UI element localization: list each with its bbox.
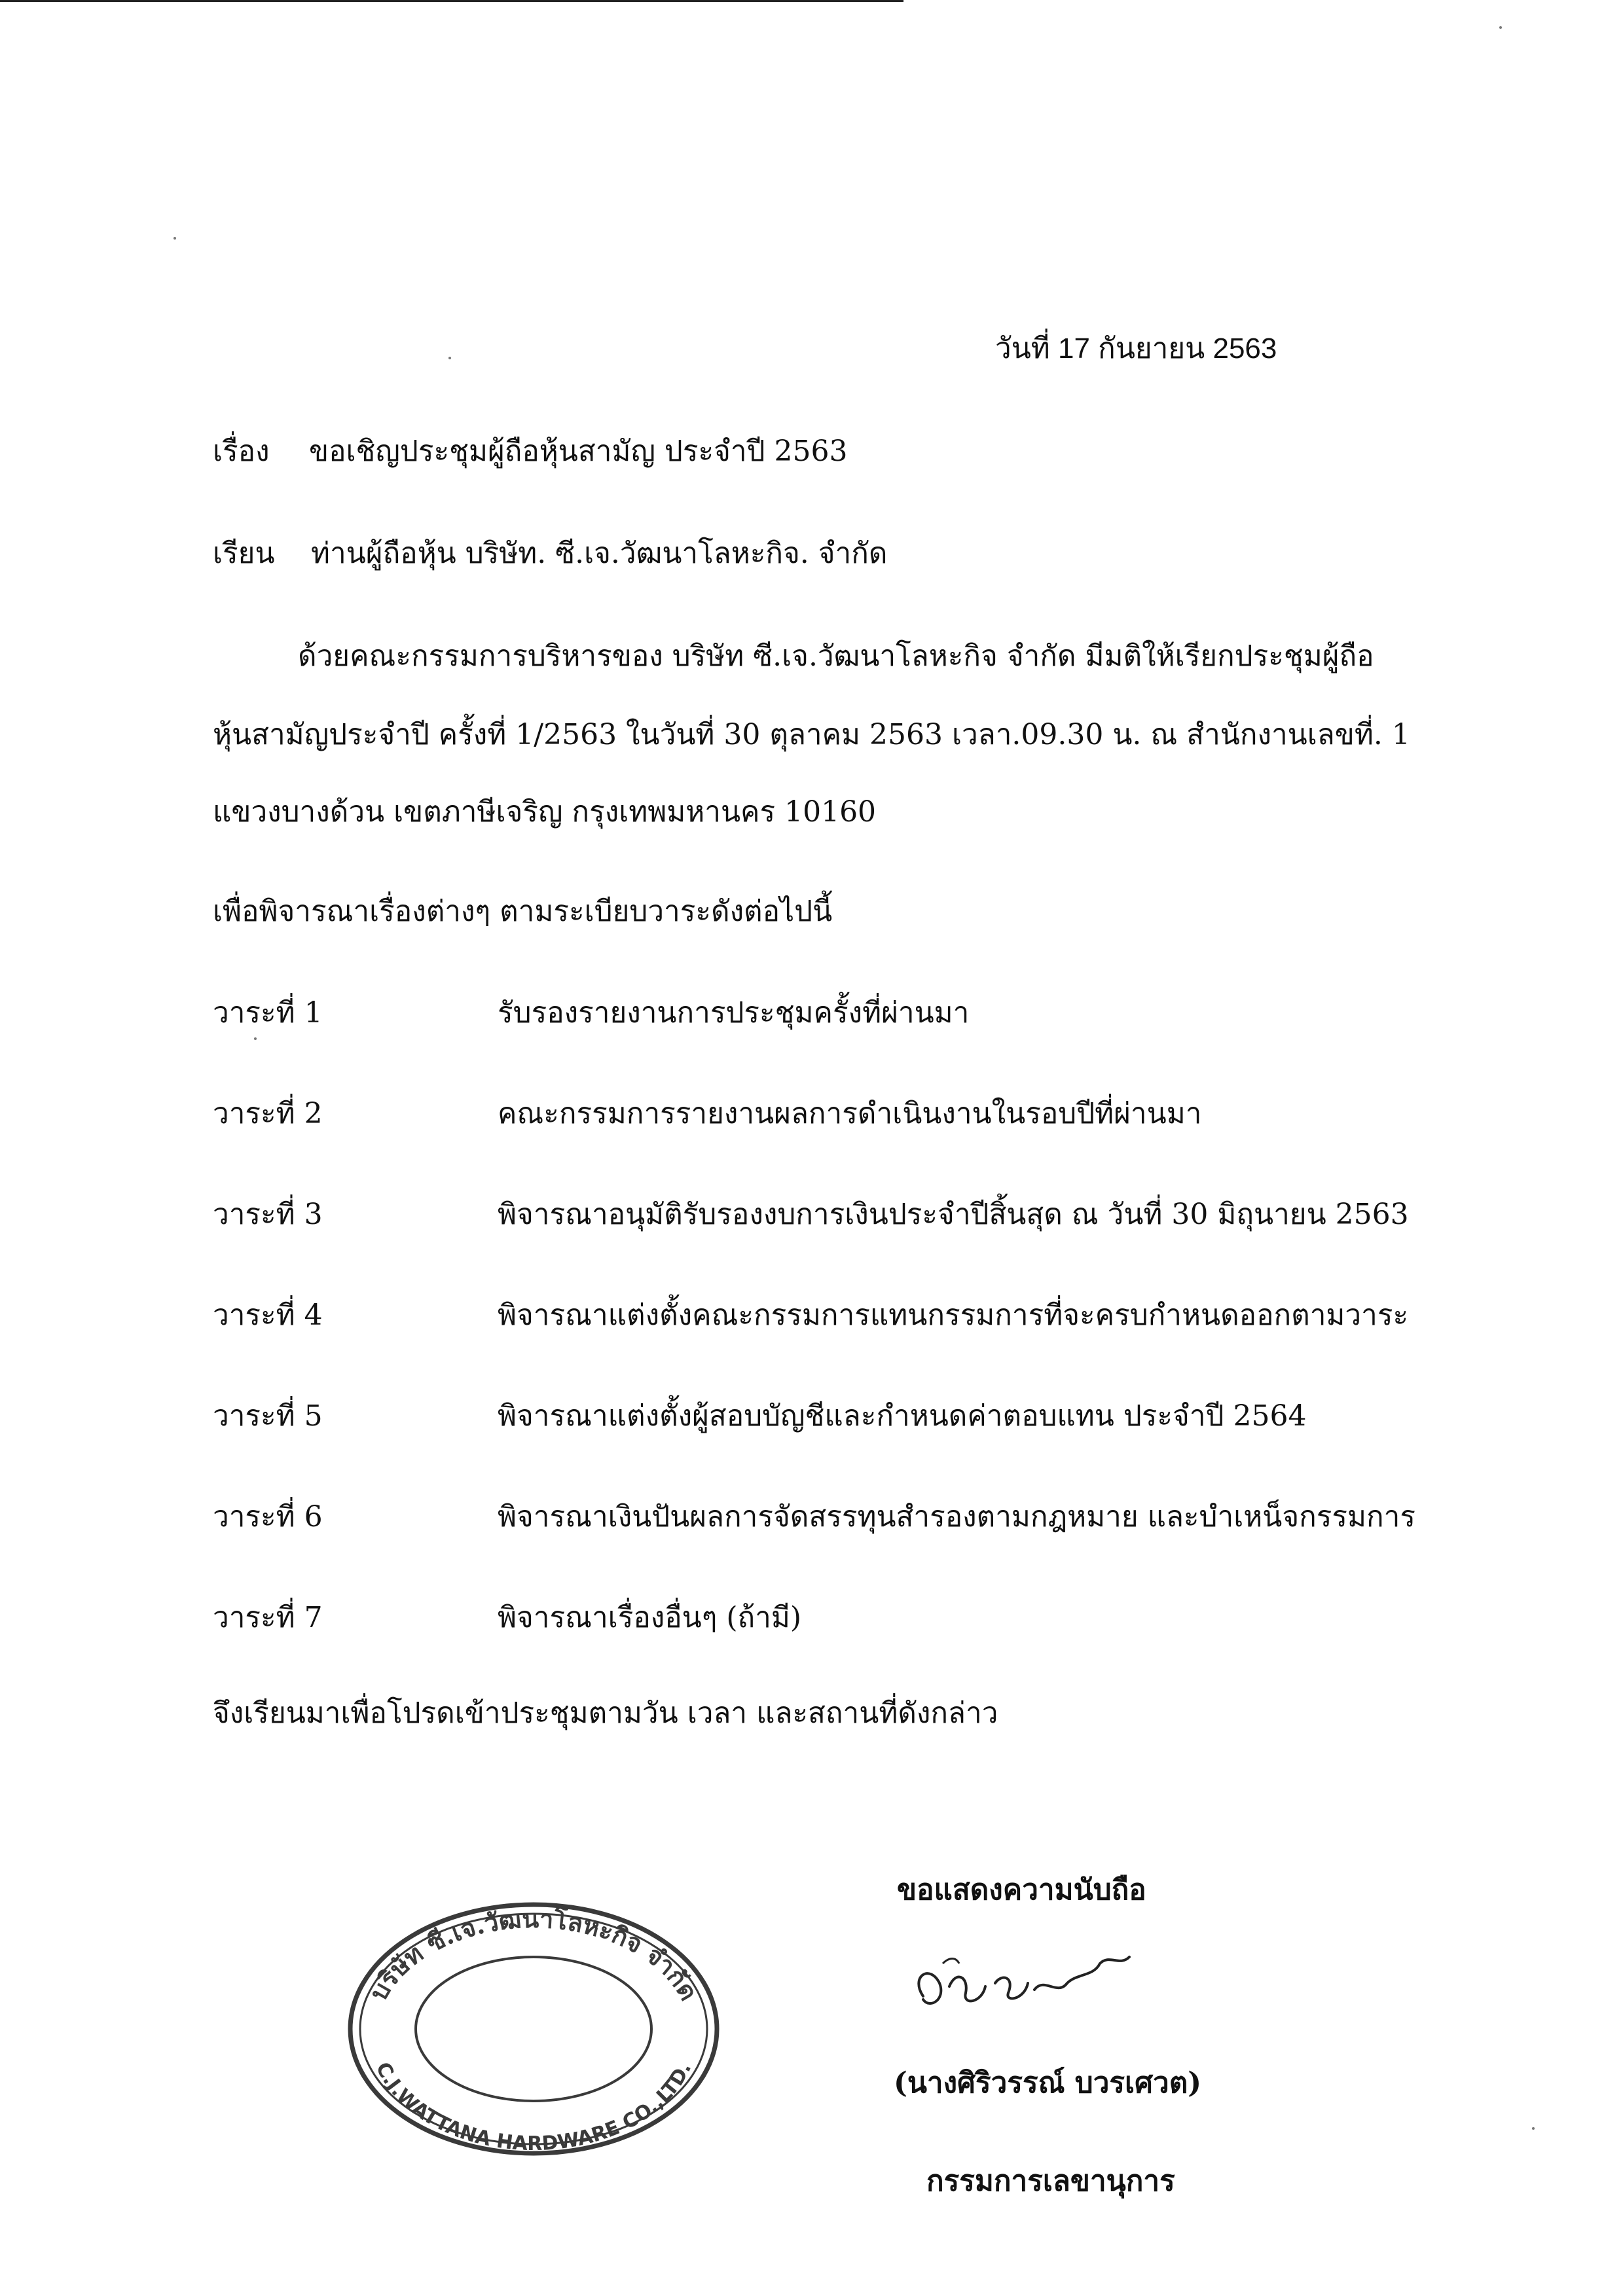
agenda-text: พิจารณาแต่งตั้งคณะกรรมการแทนกรรมการที่จะครบกำหนดออกตามวาระ xyxy=(498,1299,1409,1332)
scan-speck xyxy=(254,1037,257,1040)
agenda-text: พิจารณาอนุมัติรับรองงบการเงินประจำปีสิ้นสุด ณ วันที่ 30 มิถุนายน 2563 xyxy=(498,1198,1409,1231)
agenda-text: พิจารณาเรื่องอื่นๆ (ถ้ามี) xyxy=(498,1601,802,1634)
agenda-list xyxy=(213,995,1522,1700)
agenda-item xyxy=(213,1096,1522,1196)
signer-position: กรรมการเลขานุการ xyxy=(926,2164,1175,2198)
agenda-text: พิจารณาเงินปันผลการจัดสรรทุนสำรองตามกฎหมาย และบำเหน็จกรรมการ xyxy=(498,1500,1415,1534)
agenda-text: รับรองรายงานการประชุมครั้งที่ผ่านมา xyxy=(498,996,970,1030)
stamp-bottom-text: C.J.WATTANA HARDWARE CO.,LTD. xyxy=(371,2058,697,2156)
agenda-item xyxy=(213,1297,1522,1398)
body-line-1: ด้วยคณะกรรมการบริหารของ บริษัท ซี.เจ.วัฒนาโลหะกิจ จำกัด มีมติให้เรียกประชุมผู้ถือ xyxy=(298,639,1374,673)
scan-speck xyxy=(173,237,176,240)
body-line-2: หุ้นสามัญประจำปี ครั้งที่ 1/2563 ในวันที่ 30 ตุลาคม 2563 เวลา.09.30 น. ณ สำนักงานเลขที่. 1 xyxy=(213,718,1410,751)
regards-line: ขอแสดงความนับถือ xyxy=(897,1873,1146,1907)
agenda-text: พิจารณาแต่งตั้งผู้สอบบัญชีและกำหนดค่าตอบแทน ประจำปี 2564 xyxy=(498,1399,1307,1433)
recipient-label: เรียน xyxy=(213,537,275,570)
date-line: วันที่ 17 กันยายน 2563 xyxy=(995,332,1277,365)
agenda-number: วาระที่ 5 xyxy=(213,1399,323,1433)
recipient-text: ท่านผู้ถือหุ้น บริษัท. ซี.เจ.วัฒนาโลหะกิจ. จำกัด xyxy=(311,537,888,570)
agenda-text: คณะกรรมการรายงานผลการดำเนินงานในรอบปีที่ผ่านมา xyxy=(498,1097,1202,1130)
agenda-item xyxy=(213,1398,1522,1499)
agenda-number: วาระที่ 7 xyxy=(213,1601,323,1634)
svg-text:บริษัท ซี.เจ.วัฒนาโลหะกิจ จำกั xyxy=(363,1904,704,2005)
agenda-intro: เพื่อพิจารณาเรื่องต่างๆ ตามระเบียบวาระดังต่อไปนี้ xyxy=(213,895,833,928)
scan-speck xyxy=(1532,2127,1535,2130)
signer-name: (นางศิริวรรณ์ บวรเศวต) xyxy=(894,2066,1202,2100)
agenda-number: วาระที่ 3 xyxy=(213,1198,323,1231)
subject-label: เรื่อง xyxy=(213,435,270,468)
agenda-item xyxy=(213,995,1522,1096)
body-line-3: แขวงบางด้วน เขตภาษีเจริญ กรุงเทพมหานคร 10160 xyxy=(213,795,877,829)
agenda-item xyxy=(213,1499,1522,1600)
scan-speck xyxy=(1499,26,1502,29)
scan-speck xyxy=(448,357,451,359)
agenda-number: วาระที่ 1 xyxy=(213,996,323,1030)
agenda-number: วาระที่ 6 xyxy=(213,1500,323,1534)
agenda-item xyxy=(213,1196,1522,1297)
signature-icon xyxy=(903,1937,1152,2036)
agenda-number: วาระที่ 4 xyxy=(213,1299,323,1332)
svg-text:C.J.WATTANA HARDWARE CO.,LTD. xyxy=(371,2058,697,2155)
stamp-top-text: บริษัท ซี.เจ.วัฒนาโลหะกิจ จำกัด xyxy=(363,1903,704,2005)
agenda-item xyxy=(213,1600,1522,1700)
agenda-number: วาระที่ 2 xyxy=(213,1097,323,1130)
company-stamp xyxy=(331,1885,737,2160)
closing-line: จึงเรียนมาเพื่อโปรดเข้าประชุมตามวัน เวลา และสถานที่ดังกล่าว xyxy=(213,1696,998,1730)
subject-text: ขอเชิญประชุมผู้ถือหุ้นสามัญ ประจำปี 2563 xyxy=(309,435,848,468)
scan-edge-line xyxy=(0,0,903,2)
